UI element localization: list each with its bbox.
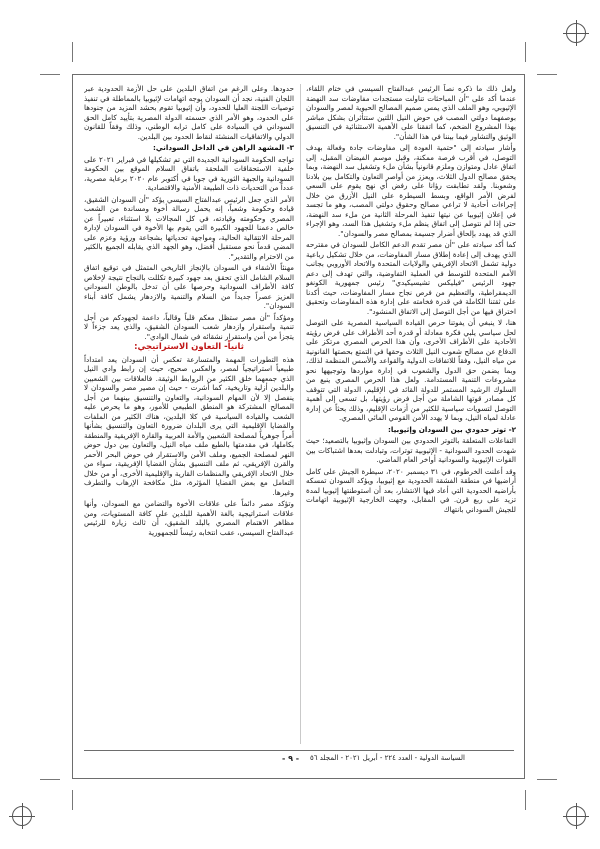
section-heading: ٣- المشهد الراهن في الداخل السوداني:	[153, 143, 294, 152]
right-column	[306, 84, 516, 744]
body-paragraph: حدودها. وعلى الرغم من اتفاق البلدين على حل الأزمة الحدودية عبر اللجان الفنية، نجد أن السودان يوجه اتهامات لإثيوبيا بالمماطلة في تنفيذ توصيات اللجنة العليا للحدود، وأن إثيوبيا تقوم بحشد المزيد من جنودها على الحدود، وهو الأمر الذي حسمته الدولة المصرية بتأييد كامل الحق السوداني في السيادة على كامل ترابه الوطني، وذلك وفقاً للقانون الدولي والاتفاقيات المنشئة لنقاط الحدود بين البلدين.	[84, 84, 294, 141]
crop-mark	[525, 790, 526, 810]
section-heading-red: ثانياً- التعاون الاستراتيجي:	[134, 342, 244, 352]
body-paragraph: وأشار سيادته إلى "حتمية العودة إلى مفاوضات جادة وفعالة بهدف التوصل، في أقرب فرصة ممكنة، وقبل موسم الفيضان المقبل، إلى اتفاق عادل ومتوازن وملزم قانونياً بشأن ملء وتشغيل سد النهضة، وبما يحقق مصالح الدول الثلاث، ويعزز من أواصر التعاون والتكامل بين بلادنا وشعوبنا. ولقد تطابقت رؤانا على رفض أي نهج يقوم على السعي لفرض الأمر الواقع، وبسط السيطرة على النيل الأزرق من خلال إجراءات أحادية لا تراعي مصالح وحقوق دولتي المصب، وهو ما تجسد في إعلان إثيوبيا عن نيتها تنفيذ المرحلة الثانية من ملء سد النهضة، حتى إذا لم نتوصل إلى اتفاق ينظم ملء وتشغيل هذا السد، وهو الإجراء الذي قد يهدد بإلحاق أضرار جسيمة بمصالح مصر والسودان".	[306, 143, 516, 238]
registration-mark-icon	[12, 806, 32, 826]
page-number: - ٩ -	[282, 754, 300, 763]
body-paragraph: وقد أعلنت الخرطوم، في ٣١ ديسمبر ٢٠٢٠، سيطرة الجيش على كامل أراضيها في منطقة الفشقة الحدودية مع إثيوبيا، ويؤكد السودان تمسكه بأراضيه الحدودية التي أعاد فيها الانتشار، بعد أن استوطنتها إثيوبيا لمدة تزيد على ربع قرن. في المقابل، وجهت الخارجية الإثيوبية اتهامات للجيش السوداني بانتهاك	[306, 466, 516, 514]
crop-mark	[40, 74, 60, 75]
registration-mark-icon	[566, 23, 586, 43]
column-divider	[300, 84, 301, 744]
body-paragraph: تواجه الحكومة السودانية الجديدة التي تم تشكيلها في فبراير ٢٠٢١ على خلفية الاستحقاقات الملحقة باتفاق السلام الموقع بين الحكومة السودانية والجبهة الثورية في جوبا في أكتوبر عام ٢٠٢٠ برعاية مصرية، عدداً من التحديات ذات الطبيعة الأمنية والاقتصادية.	[84, 154, 294, 192]
crop-mark	[537, 74, 557, 75]
footer-rule	[84, 750, 514, 751]
crop-mark	[40, 779, 60, 780]
registration-mark-icon	[566, 806, 586, 826]
left-column	[84, 84, 294, 744]
crop-mark	[72, 42, 73, 62]
body-paragraph: كما أكد سيادته على "أن مصر تقدم الدعم الكامل للسودان في مقترحه الذي يهدف إلى إعادة إطلاق مسار المفاوضات، من خلال تشكيل رباعية دولية تشمل الاتحاد الإفريقي والولايات المتحدة والاتحاد الأوروبي بجانب الأمم المتحدة للتوسط في العملية التفاوضية، والتي تهدف إلى دعم جهود الرئيس "فيليكس تشيسيكيدي" رئيس جمهورية الكونغو الديمقراطية، والتعظيم من فرص نجاح مسار المفاوضات، حيث أكدنا على ثقتنا الكاملة في قدرة فخامته على إدارة هذه المفاوضات وتحقيق اختراق فيها من أجل التوصل إلى الاتفاق المنشود".	[306, 240, 516, 316]
body-paragraph: التفاعلات المتعلقة بالتوتر الحدودي بين السودان وإثيوبيا بالتصعيد؛ حيث شهدت الحدود السودانية - الإثيوبية توترات، وتبادلت بعدها اشتباكات بين القوات الإثيوبية والسودانية أواخر العام الماضي.	[306, 436, 516, 464]
body-paragraph: هذه التطورات المهمة والمتسارعة تعكس أن السودان يعد امتداداً طبيعياً استراتيجياً لمصر، والعكس صحيح، حيث إن رابط وادي النيل الذي جمعهما خلق الكثير من الروابط الوثيقة. فالعلاقات بين الشعبين والبلدين أزلية وتاريخية، كما أشرت - حيث إن مصير مصر والسودان لا ينفصل إلا لأن المهام السودانية، والتعاون والتنسيق بينهما من أجل المصالح المشتركة هو المنطق الطبيعي للأمور، وهو ما يحرص عليه الشعب والقيادة السياسية في كلا البلدين، هناك الكثير من الملفات والقضايا الإقليمية التي يرى البلدان ضرورة التعاون والتنسيق بشأنها أمراً جوهرياً لمصلحة الشعبين والأمة العربية والقارة الإفريقية والمنطقة بكاملها، في مقدمتها بالطبع ملف مياه النيل، والتعاون بين دول حوض النهر لمصلحة الجميع، وملف الأمن والاستقرار في حوض البحر الأحمر والقرن الإفريقي، ثم ملف التنسيق بشأن القضايا الإفريقية، سواء من خلال الاتحاد الإفريقي والمنظمات القارية والإقليمية الأخرى، أو من خلال التعامل مع بعض القضايا المؤثرة، مثل مكافحة الإرهاب والتطرف وغيرها.	[84, 354, 294, 497]
body-paragraph: مهنئاً الأشقاء في السودان بالإنجاز التاريخي المتمثل في توقيع اتفاق السلام الشامل الذي تحقق بعد جهود كبيرة تكللت بالنجاح نتيجة لإخلاص كافة الأطراف السودانية وحرصها على أن تدخل بالوطن السوداني العزيز عصراً جديداً من السلام والتنمية والازدهار يشمل كافة أبناء السودان".	[84, 263, 294, 310]
footer-journal-info: السياسة الدولية - العدد ٢٢٤ - أبريل ٢٠٢١ - المجلد ٥٦	[310, 754, 465, 762]
body-paragraph: وتؤكد مصر دائماً على علاقات الأخوة والتضامن مع السودان، وأنها علاقات استراتيجية بالغة الأهمية للبلدين على كافة المستويات، ومن مظاهر الاهتمام المصري بالبلد الشقيق، أن ثالث زيارة للرئيس عبدالفتاح السيسي، عقب انتخابه رئيساً للجمهورية	[84, 499, 294, 537]
crop-mark	[72, 790, 73, 810]
body-paragraph: هنا، لا ينبغي أن يفوتنا حرص القيادة السياسية المصرية على التوصل لحل سياسي يلبي فكرة معادلة أو قدرة أحد الأطراف على فرض رؤيته الأحادية على الأطراف الأخرى، وأن هذا الحرص المصري مرتكز على الدفاع عن مصالح شعوب النيل الثلاث وحقها في التمتع بحصتها القانونية من مياه النيل، وفقاً للاتفاقات الدولية والقواعد والأسس المنظمة لذلك، وبما يضمن حق الدول والشعوب في إدارة مواردها وتوجيهها نحو مشروعات التنمية المستدامة. ولعل هذا الحرص المصري ينبع من السلوك الرشيد المستمر للدولة القائد في الإقليم، الدولة التي تتوقف كل مصادر قوتها الشاملة من أجل فرض رؤيتها، بل تسعى إلى أهمية التوصل لتسويات سياسية للكثير من أزمات الإقليم، وذلك بحثاً عن إدارة عادلة لمياه النيل، وبما لا يهدد الأمن القومي المائي المصري.	[306, 318, 516, 422]
body-paragraph: الأمر الذي جعل الرئيس عبدالفتاح السيسي يؤكد "أن السودان الشقيق، قيادة وحكومة وشعباً، إنه يحمل رسالة أخوة ومساندة من الشعب المصري وحكومته وقيادته، في كل المجالات بلا استثناء، تعبيراً عن خالص دعمنا للجهود الكبيرة التي يقوم بها الأخوة في السودان لإدارة المرحلة الانتقالية الحالية، ومواجهة تحدياتها بشجاعة ورؤية وعزم على المضي قدماً نحو مستقبل أفضل، وهو الجهد الذي يقابله الجميع بالكثير من الاحترام والتقدير".	[84, 194, 294, 261]
crop-mark	[525, 42, 526, 62]
body-paragraph: ومؤكداً "أن مصر ستظل معكم قلباً وقالباً، داعمة لجهودكم من أجل تنمية واستقرار وازدهار شعب السودان الشقيق، والذي يعد جزءاً لا يتجزأ من أمن واستقرار نشقائه في شمال الوادي".	[84, 312, 294, 341]
crop-mark	[537, 779, 557, 780]
body-paragraph: ولعل ذلك ما ذكره نصاً الرئيس عبدالفتاح السيسي في ختام اللقاء، عندما أكد على "أن المباحثات تناولت مستجدات مفاوضات سد النهضة الإثيوبي، وهو الملف الذي يمس صميم المصالح الحيوية لمصر والسودان بوصفهما دولتي المصب في حوض النيل اللتين ستتأثران بشكل مباشر بهذا المشروع الضخم، كما اتفقنا على الأهمية الاستثنائية في التنسيق الوثيق والتشاور فيما بيننا في هذا الشأن".	[306, 84, 516, 141]
section-heading: ٢- توتر حدودي بين السودان وإثيوبيا:	[388, 424, 516, 434]
